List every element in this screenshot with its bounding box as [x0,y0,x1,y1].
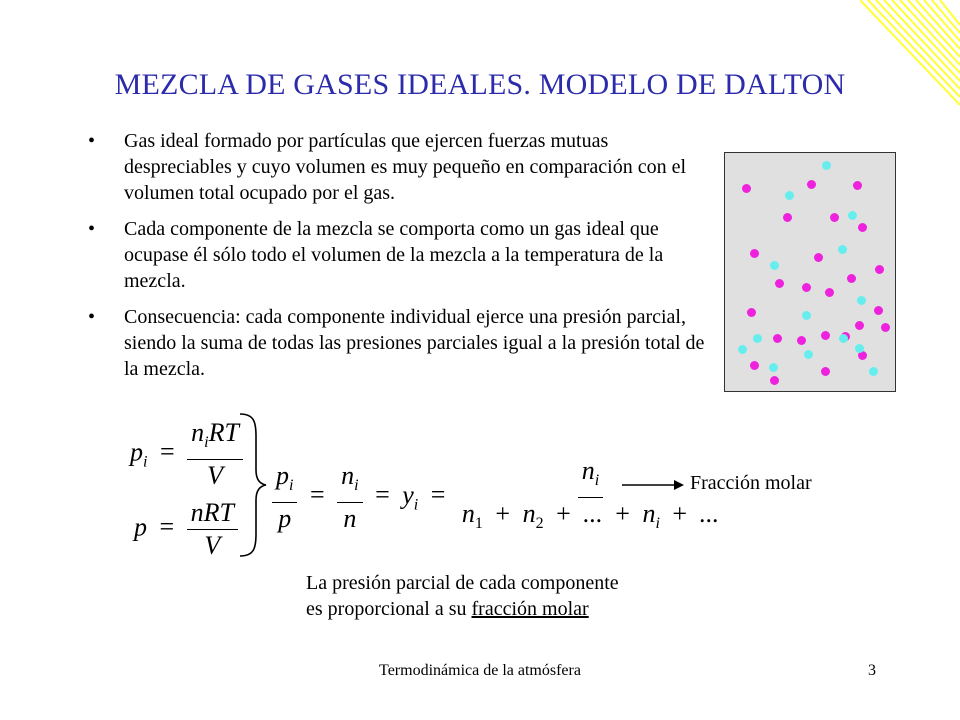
gas-particle [753,334,762,343]
gas-particle [797,336,806,345]
bullet-text: Gas ideal formado por partículas que ejercen fuerzas mutuas despreciables y cuyo volumen es muy pequeño en comparación con el volumen total ocupado por el gas. [124,130,687,204]
gas-particle [814,253,823,262]
bullet-dot: • [88,218,96,240]
equation-partial-pressure: $p_i$ = $\frac{n_iRT}{V}$ [130,418,243,491]
gas-particle [881,323,890,332]
gas-particle [750,361,759,370]
note-line-2: es proporcional a su fracción molar [306,598,589,620]
bullet-text: Consecuencia: cada componente individual ejerce una presión parcial, siendo la suma de todas las presiones parciales igual a la presión total de la mezcla. [124,306,705,380]
page-number: 3 [868,662,876,679]
gas-particle [838,245,847,254]
gas-particle [875,265,884,274]
gas-particle [869,367,878,376]
gas-particle [783,213,792,222]
gas-particle [802,283,811,292]
footer-title: Termodinámica de la atmósfera [379,662,581,679]
gas-particle [855,344,864,353]
gas-particle [825,288,834,297]
gas-particle [807,180,816,189]
gas-particle [785,191,794,200]
bullet-list [88,128,708,392]
bullet-item [88,304,708,382]
bullet-text: Cada componente de la mezcla se comporta como un gas ideal que ocupase él sólo todo el volumen de la mezcla a la temperatura de la mezcla. [124,218,664,292]
gas-container-illustration [724,152,896,392]
gas-particle [742,184,751,193]
gas-particle [874,306,883,315]
gas-particle [830,213,839,222]
curly-brace-icon [238,412,268,558]
bullet-dot: • [88,130,96,152]
slide-title: MEZCLA DE GASES IDEALES. MODELO DE DALTON [114,68,846,101]
equation-total-pressure: p = $\frac{\text{nRT}}{V}$ [134,498,238,561]
gas-particle [770,376,779,385]
gas-particle [747,308,756,317]
gas-particle [804,350,813,359]
gas-particle [839,334,848,343]
equation-mole-fraction: $\frac{p_i}{p}$ = $\frac{n_i}{n}$ = $y_i$ = $n_i$ $n_1 + n_2$ + ... + $n_i$ + ... [272,456,723,539]
gas-particle [750,249,759,258]
conclusion-note [306,570,619,622]
gas-particle [847,274,856,283]
gas-particle [802,311,811,320]
bullet-item [88,128,708,206]
mole-fraction-label: Fracción molar [690,472,812,494]
note-line-1: La presión parcial de cada componente [306,572,619,594]
bullet-item [88,216,708,294]
gas-particle [853,181,862,190]
gas-particle [822,161,831,170]
gas-particle [770,261,779,270]
gas-particle [848,211,857,220]
gas-particle [858,223,867,232]
gas-particle [775,279,784,288]
gas-particle [738,345,747,354]
gas-particle [821,331,830,340]
gas-particle [773,334,782,343]
underlined-term: fracción molar [471,598,589,620]
bullet-dot: • [88,306,96,328]
gas-particle [857,296,866,305]
gas-particle [821,367,830,376]
gas-particle [855,321,864,330]
gas-particle [769,363,778,372]
arrow-right-icon [622,478,684,492]
